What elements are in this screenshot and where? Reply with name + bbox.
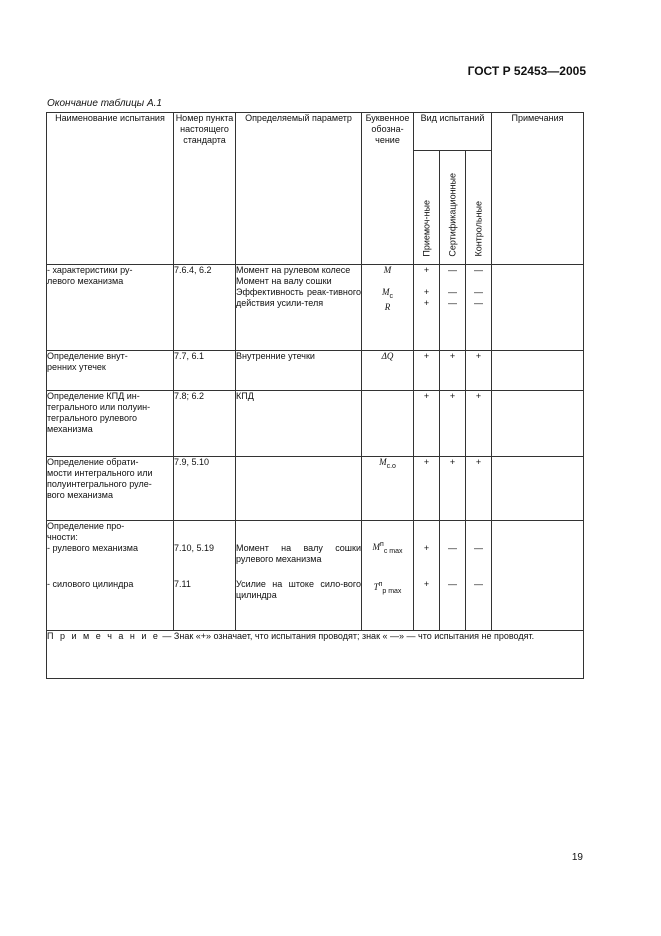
symbol: $M_{с.о}$	[362, 457, 414, 521]
mark-control: +	[466, 457, 492, 521]
page-number: 19	[571, 852, 583, 863]
table-footnote: П р и м е ч а н и е — Знак «+» означает, что испытания проводят; знак « —» — что испытания не проводят.	[47, 631, 584, 679]
clause-number: 7.9, 5.10	[174, 457, 236, 521]
mark-control: +	[466, 391, 492, 457]
table-row	[47, 265, 584, 351]
mark-control: — —	[466, 521, 492, 631]
col-header-notes: Примечания	[492, 113, 584, 265]
col-header-symbol: Буквенное обозна-чение	[362, 113, 414, 265]
clause-number: 7.6.4, 6.2	[174, 265, 236, 351]
tests-table	[46, 112, 584, 679]
table-row	[47, 391, 584, 457]
mark-certification: +	[440, 351, 466, 391]
col-header-name: Наименование испытания	[47, 113, 174, 265]
test-name: - характеристики ру- левого механизма	[47, 265, 174, 351]
table-row	[47, 457, 584, 521]
mark-acceptance: + +	[414, 521, 440, 631]
symbol	[362, 391, 414, 457]
mark-control: +	[466, 351, 492, 391]
mark-acceptance: +	[414, 391, 440, 457]
table-row	[47, 521, 584, 631]
col-header-test-kind: Вид испытаний	[414, 113, 492, 151]
mark-certification: +	[440, 391, 466, 457]
clause-number: 7.8; 6.2	[174, 391, 236, 457]
test-name: Определение внут- ренних утечек	[47, 351, 174, 391]
mark-acceptance: +	[414, 351, 440, 391]
parameter: Момент на валу сошки рулевого механизма Усилие на штоке сило-вого цилиндра	[236, 521, 362, 631]
test-name: Определение обрати- мости интегрального или полуинтегрального руле- вого механизма	[47, 457, 174, 521]
table-caption: Окончание таблицы А.1	[47, 98, 162, 109]
notes-cell	[492, 521, 584, 631]
mark-control: — — —	[466, 265, 492, 351]
symbol: ΔQ	[362, 351, 414, 391]
mark-certification: +	[440, 457, 466, 521]
mark-certification: — —	[440, 521, 466, 631]
parameter	[236, 457, 362, 521]
parameter: Момент на рулевом колесе Момент на валу сошки Эффективность реак-тивного действия усили-теля	[236, 265, 362, 351]
parameter: КПД	[236, 391, 362, 457]
parameter: Внутренние утечки	[236, 351, 362, 391]
table-footnote-row	[47, 631, 584, 679]
notes-cell	[492, 351, 584, 391]
col-header-control: Контрольные	[466, 151, 492, 265]
notes-cell	[492, 265, 584, 351]
col-header-param: Определяемый параметр	[236, 113, 362, 265]
test-name: Определение про- чности: - рулевого механизма - силового цилиндра	[47, 521, 174, 631]
symbol: $M^п_{с max}$ $T^п_{р max}$	[362, 521, 414, 631]
clause-number: 7.7, 6.1	[174, 351, 236, 391]
col-header-clause: Номер пункта настоящего стандарта	[174, 113, 236, 265]
notes-cell	[492, 391, 584, 457]
test-name: Определение КПД ин- тегрального или полуин- тегрального рулевого механизма	[47, 391, 174, 457]
standard-code: ГОСТ Р 52453—2005	[467, 64, 586, 78]
mark-certification: — — —	[440, 265, 466, 351]
mark-acceptance: + + +	[414, 265, 440, 351]
notes-cell	[492, 457, 584, 521]
clause-number: 7.10, 5.19 7.11	[174, 521, 236, 631]
symbol: M $M_с$ R	[362, 265, 414, 351]
table-row	[47, 351, 584, 391]
col-header-certification: Сертификационные	[440, 151, 466, 265]
mark-acceptance: +	[414, 457, 440, 521]
col-header-acceptance: Приемоч-ные	[414, 151, 440, 265]
